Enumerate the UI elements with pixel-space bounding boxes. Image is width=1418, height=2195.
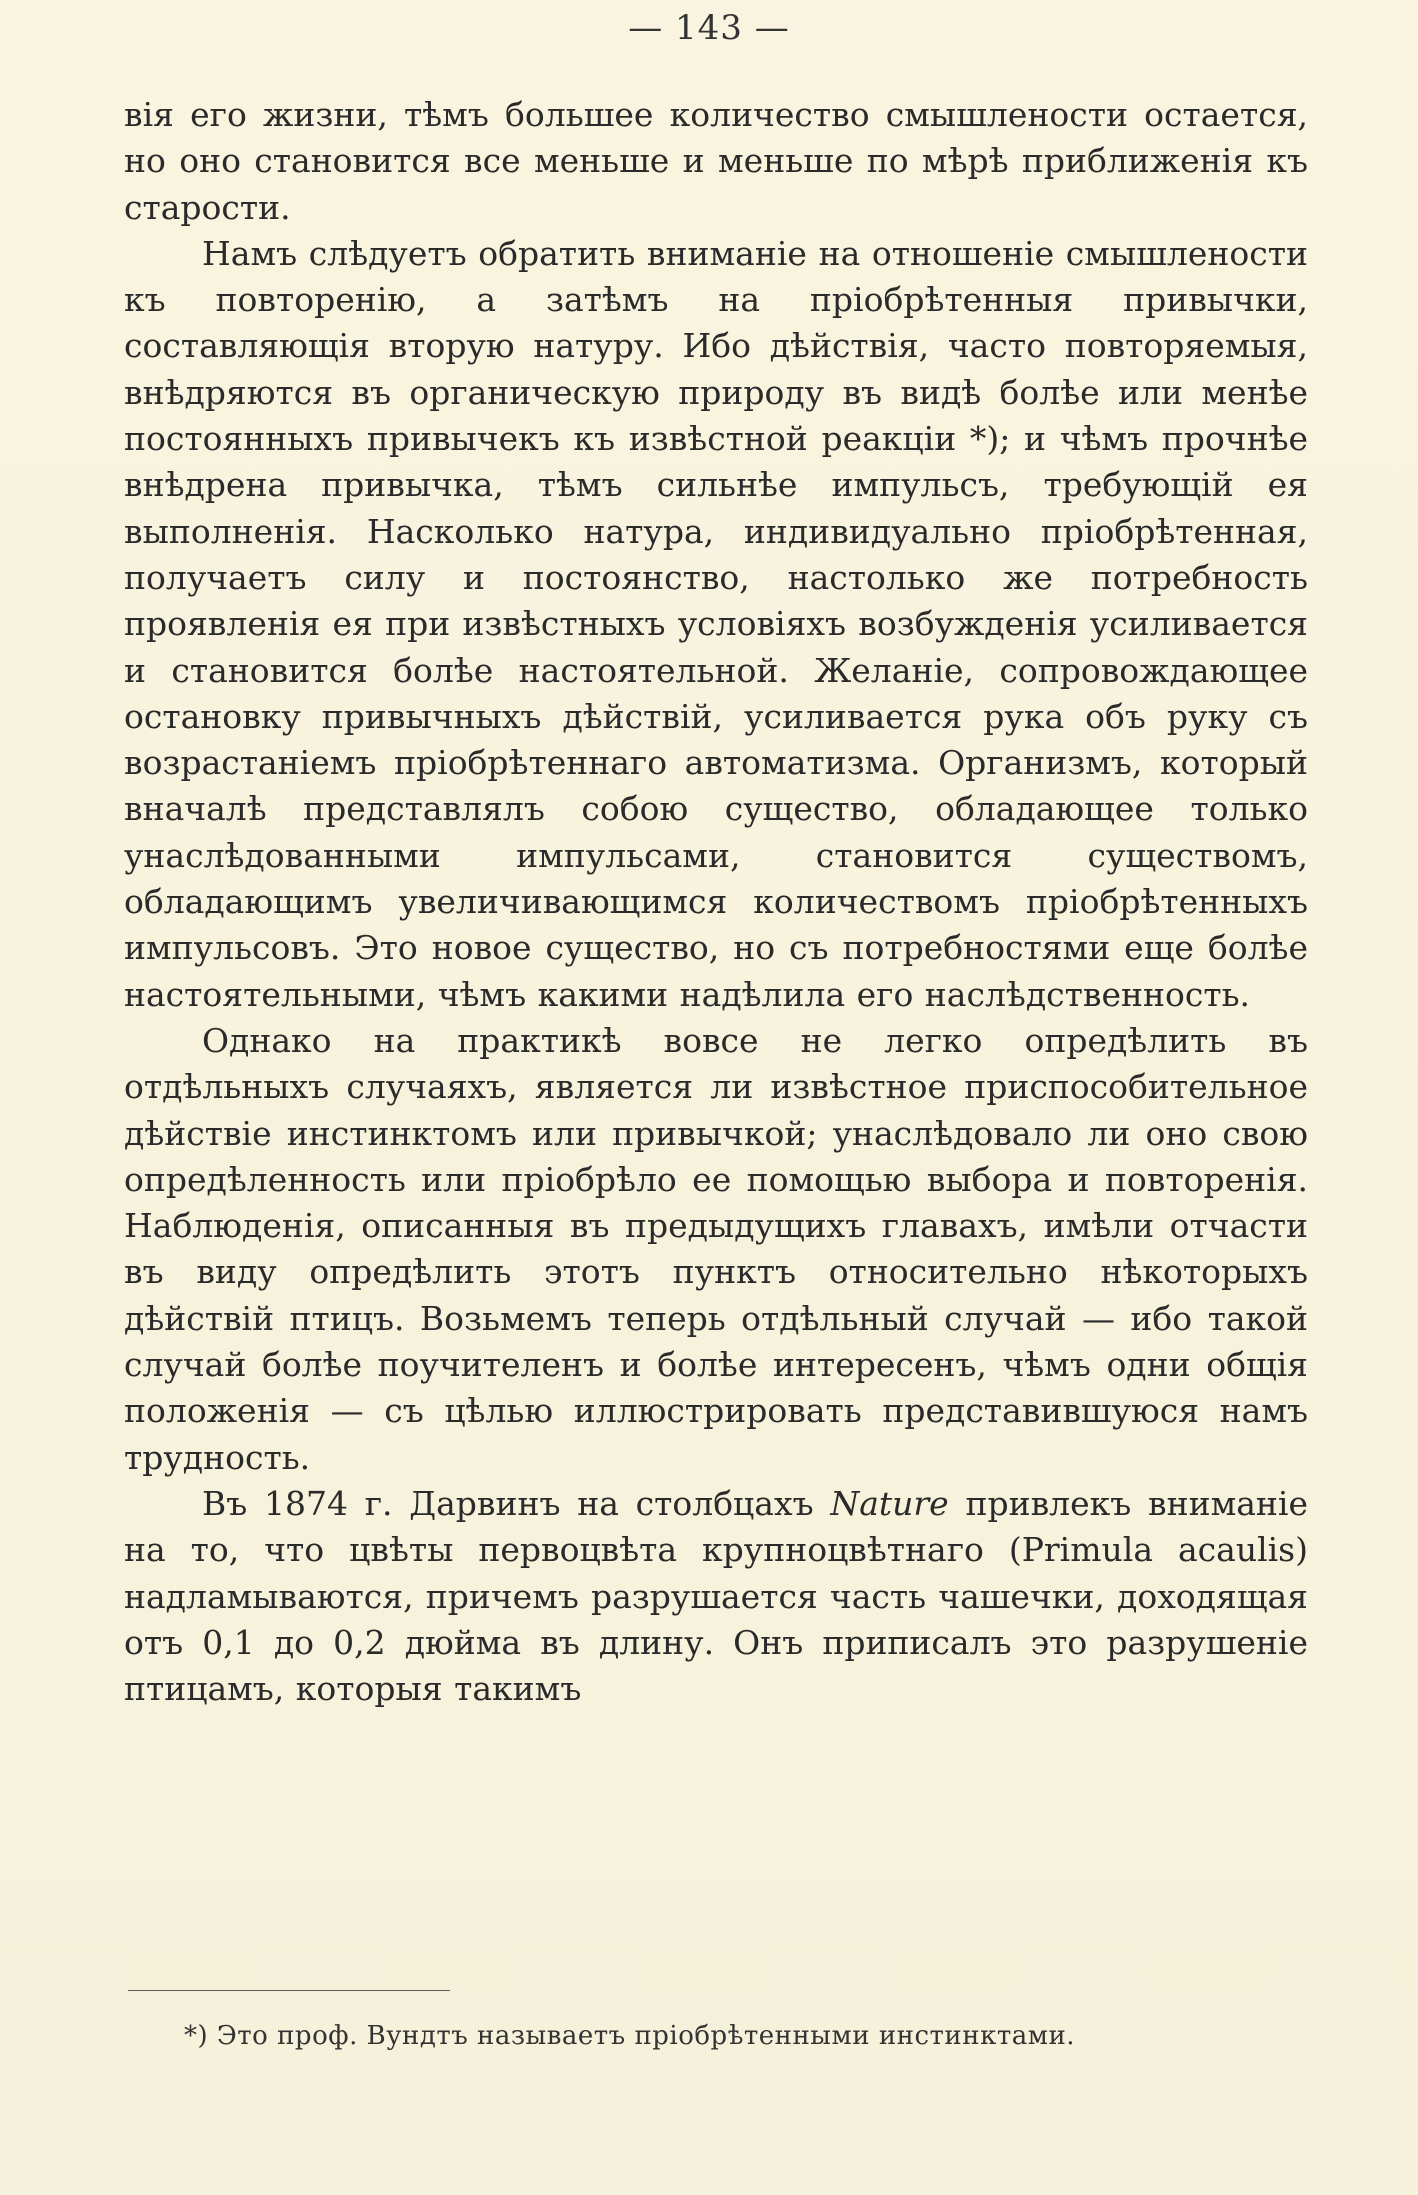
page-number: — 143 — [628,8,790,48]
journal-title: Nature [830,1483,949,1523]
paragraph-habits: Намъ слѣдуетъ обратить вниманіе на отношеніе смышлености къ повторенію, а затѣмъ на пріобрѣтенныя привычки, составляющія вторую натуру. Ибо дѣйствія, часто повторяемыя, внѣдряются въ органическую природу въ видѣ болѣе или менѣе постоянныхъ привычекъ къ извѣстной реакціи *); и чѣмъ прочнѣе внѣдрена привычка, тѣмъ сильнѣе импульсъ, требующій ея выполненія. Насколько натура, индивидуально пріобрѣтенная, получаетъ силу и постоянство, настолько же потребность проявленія ея при извѣстныхъ условіяхъ возбужденія усиливается и становится болѣе настоятельной. Желаніе, сопровождающее остановку привычныхъ дѣйствій, усиливается рука объ руку съ возрастаніемъ пріобрѣтеннаго автоматизма. Организмъ, который вначалѣ представлялъ собою существо, обладающее только унаслѣдованными импульсами, становится существомъ, обладающимъ увеличивающимся количествомъ пріобрѣтенныхъ импульсовъ. Это новое существо, но съ потребностями еще болѣе настоятельными, чѣмъ какими надѣлила его наслѣдственность. [124,233,1308,1014]
footnote: *) Это проф. Вундтъ называетъ пріобрѣтенными инстинктами. [184,2021,1076,2051]
paragraph-instinct-vs-habit: Однако на практикѣ вовсе не легко опредѣлить въ отдѣльныхъ случаяхъ, является ли извѣстное приспособительное дѣйствіе инстинктомъ или привычкой; унаслѣдовало ли оно свою опредѣленность или пріобрѣло ее помощью выбора и повторенія. Наблюденія, описанныя въ предыдущихъ главахъ, имѣли отчасти въ виду опредѣлить этотъ пунктъ относительно нѣкоторыхъ дѣйствій птицъ. Возьмемъ теперь отдѣльный случай — ибо такой случай болѣе поучителенъ и болѣе интересенъ, чѣмъ одни общія положенія — съ цѣлью иллюстрировать представившуюся намъ трудность. [124,1020,1308,1477]
body-text [124,92,1308,1712]
paragraph-darwin-primula [124,1481,1308,1712]
darwin-text-start: Въ 1874 г. Дарвинъ на столбцахъ [202,1483,831,1523]
footnote-divider [128,1990,450,1991]
darwin-text-end: привлекъ вниманіе на то, что цвѣты первоцвѣта крупноцвѣтнаго (Primula acaulis) надламываются, причемъ разрушается часть чашечки, доходящая отъ 0,1 до 0,2 дюйма въ длину. Онъ приписалъ это разрушеніе птицамъ, которыя такимъ [124,1483,1309,1709]
paragraph-continuation: вія его жизни, тѣмъ большее количество смышлености остается, но оно становится все меньше и меньше по мѣрѣ приближенія къ старости. [124,95,1308,227]
